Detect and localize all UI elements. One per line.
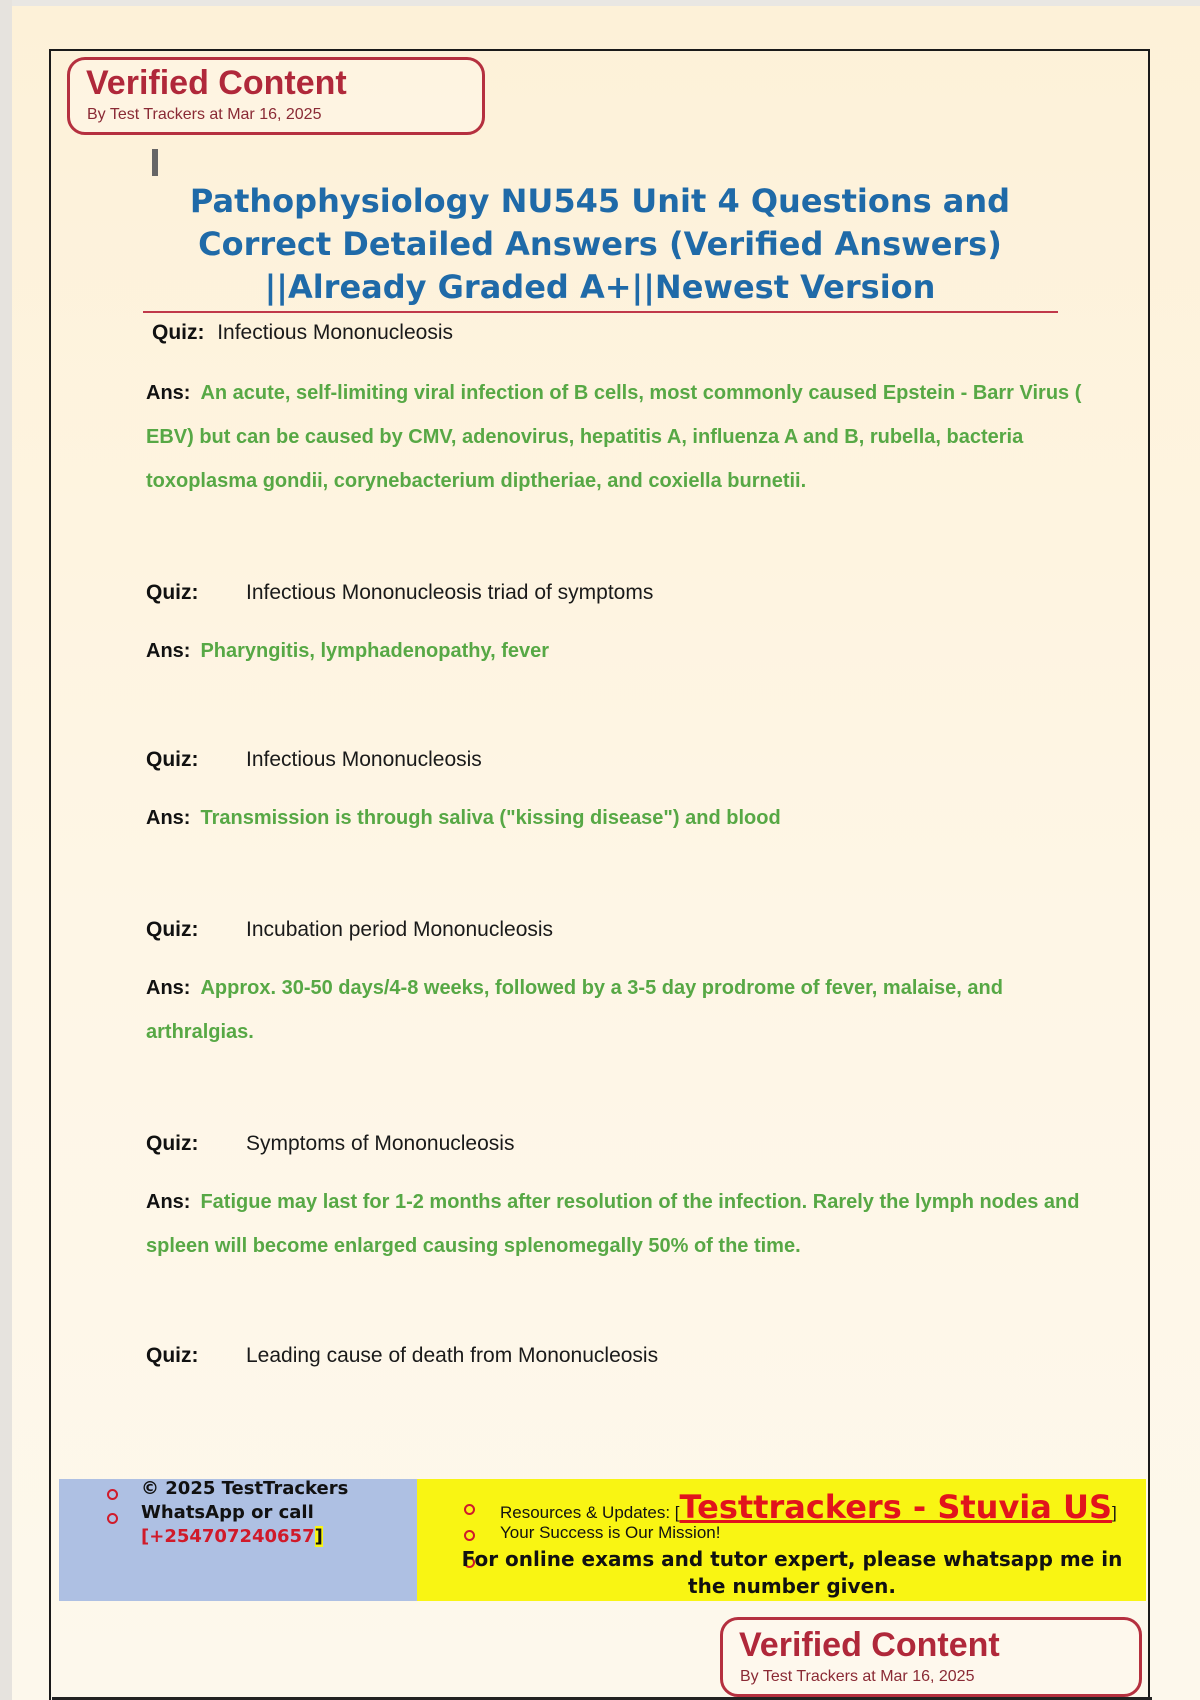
stuvia-link[interactable]: Testtrackers - Stuvia US: [679, 1488, 1113, 1526]
answer-text: Fatigue may last for 1-2 months after resolution of the infection. Rarely the lymph nodes and spleen will become enlarged causing splenomegally 50% of the time.: [146, 1191, 1080, 1257]
quiz-item: [146, 1131, 514, 1156]
quiz-item: [146, 580, 653, 605]
bullet-icon: [464, 1504, 475, 1515]
quiz-label: Quiz:: [146, 1344, 199, 1367]
answer-item: [146, 796, 1086, 840]
bullet-icon: [107, 1513, 118, 1524]
answer-label: Ans:: [146, 382, 191, 404]
title-divider: [143, 311, 1058, 313]
footer-resources: [500, 1488, 1117, 1526]
document-title: [145, 180, 1055, 309]
quiz-text: Incubation period Mononucleosis: [246, 918, 554, 941]
footer-whatsapp-label: WhatsApp or call: [141, 1502, 314, 1523]
quiz-text: Infectious Mononucleosis triad of symptoms: [246, 581, 654, 604]
answer-text: Transmission is through saliva ("kissing disease") and blood: [200, 807, 781, 829]
quiz-label: Quiz:: [146, 918, 199, 941]
bullet-icon: [107, 1489, 118, 1500]
window-left-edge: [0, 0, 12, 1700]
quiz-label: Quiz:: [152, 321, 205, 344]
quiz-item: [152, 320, 453, 345]
resources-bracket-close: ]: [1112, 1503, 1117, 1522]
verified-stamp-bottom: [720, 1617, 1142, 1697]
answer-item: [146, 1180, 1086, 1268]
window-top-edge: [0, 0, 1200, 6]
quiz-label: Quiz:: [146, 748, 199, 771]
answer-item: [146, 966, 1086, 1054]
footer-cta: For online exams and tutor expert, please whatsapp me in the number given.: [461, 1547, 1123, 1598]
quiz-text: Symptoms of Mononucleosis: [246, 1132, 515, 1155]
footer-phone[interactable]: [141, 1526, 323, 1547]
quiz-item: [146, 747, 482, 772]
title-line-1: Pathophysiology NU545 Unit 4 Questions and: [189, 182, 1011, 220]
resources-label: Resources & Updates: [: [500, 1503, 680, 1522]
verified-stamp-top: [67, 57, 485, 135]
text-cursor: [152, 149, 158, 176]
phone-bracket-close: ]: [314, 1526, 323, 1547]
quiz-label: Quiz:: [146, 1132, 199, 1155]
stamp-title: Verified Content: [739, 1626, 1000, 1664]
answer-item: [146, 371, 1086, 503]
quiz-text: Infectious Mononucleosis: [246, 748, 482, 771]
quiz-label: Quiz:: [146, 581, 199, 604]
quiz-item: [146, 917, 553, 942]
footer-mission: Your Success is Our Mission!: [500, 1523, 721, 1542]
quiz-text: Leading cause of death from Mononucleosis: [246, 1344, 659, 1367]
answer-label: Ans:: [146, 977, 191, 999]
answer-item: [146, 629, 1086, 673]
phone-bracket-open: [: [141, 1526, 150, 1547]
answer-label: Ans:: [146, 1191, 191, 1213]
quiz-item: [146, 1343, 658, 1368]
answer-label: Ans:: [146, 640, 191, 662]
quiz-text: Infectious Mononucleosis: [217, 321, 453, 344]
stamp-title: Verified Content: [86, 64, 347, 102]
stamp-subtitle: By Test Trackers at Mar 16, 2025: [740, 1668, 975, 1685]
phone-number[interactable]: +254707240657: [149, 1526, 315, 1547]
answer-text: An acute, self-limiting viral infection of B cells, most commonly caused Epstein - Barr Virus ( EBV) but can be caused by CMV, adenovirus, hepatitis A, influenza A and B, rubella, bacteria toxoplasma gondii, corynebacterium diptheriae, and coxiella burnetii.: [146, 382, 1082, 492]
answer-label: Ans:: [146, 807, 191, 829]
title-line-3: ||Already Graded A+||Newest Version: [264, 268, 936, 306]
title-line-2: Correct Detailed Answers (Verified Answers): [198, 225, 1002, 263]
answer-text: Approx. 30-50 days/4-8 weeks, followed by a 3-5 day prodrome of fever, malaise, and arthralgias.: [146, 977, 1003, 1043]
answer-text: Pharyngitis, lymphadenopathy, fever: [200, 640, 550, 662]
bullet-icon: [464, 1530, 475, 1541]
footer-copyright: © 2025 TestTrackers: [141, 1478, 349, 1499]
stamp-subtitle: By Test Trackers at Mar 16, 2025: [87, 106, 322, 123]
